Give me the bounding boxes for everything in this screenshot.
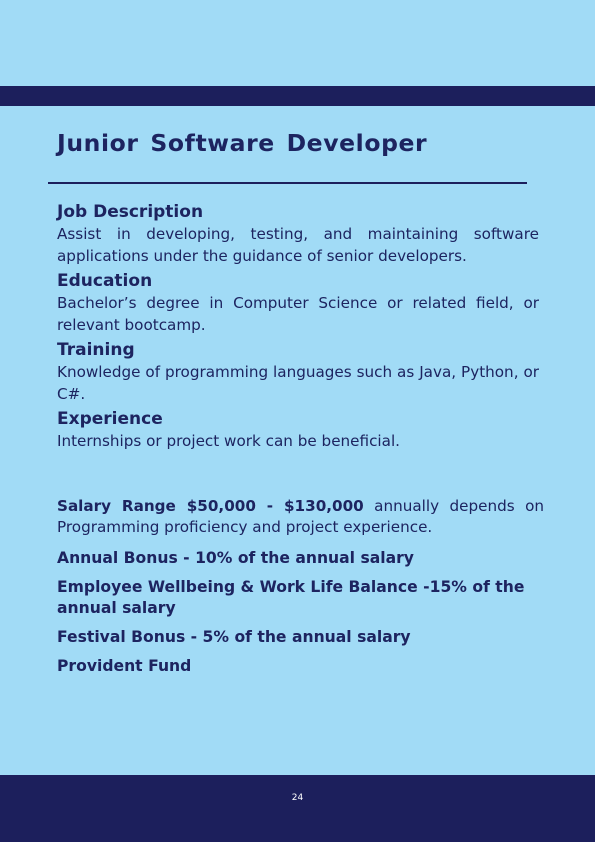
- benefit-wellbeing: Employee Wellbeing & Work Life Balance -15% of the annual salary: [57, 578, 525, 617]
- top-header-band: [0, 86, 595, 106]
- section-experience: [57, 408, 539, 452]
- section-body: Knowledge of programming languages such as Java, Python, or C#.: [57, 363, 539, 403]
- section-heading: Experience: [57, 409, 163, 429]
- section-education: [57, 270, 539, 336]
- salary-range-description: annually depends on Programming proficiency and project experience.: [57, 497, 545, 536]
- benefit-festival-bonus: Festival Bonus - 5% of the annual salary: [57, 628, 411, 646]
- section-body: Bachelor’s degree in Computer Science or related field, or relevant bootcamp.: [57, 294, 539, 334]
- section-body: Internships or project work can be beneficial.: [57, 432, 400, 450]
- section-job-description: [57, 201, 539, 267]
- section-heading: Education: [57, 271, 153, 291]
- page-title: Junior Software Developer: [57, 129, 428, 157]
- benefit-provident-fund: Provident Fund: [57, 657, 192, 675]
- benefit-annual-bonus: Annual Bonus - 10% of the annual salary: [57, 549, 414, 567]
- salary-range-label: Salary Range $50,000 - $130,000: [57, 497, 364, 515]
- section-heading: Training: [57, 340, 135, 360]
- salary-range: [57, 496, 544, 538]
- title-divider: [48, 182, 527, 184]
- compensation-block: [57, 496, 544, 685]
- section-training: [57, 339, 539, 405]
- section-body: Assist in developing, testing, and maintaining software applications under the guidance of senior developers.: [57, 225, 539, 265]
- section-heading: Job Description: [57, 202, 204, 222]
- footer-band: [0, 775, 595, 842]
- job-details: [57, 201, 539, 455]
- page-number: 24: [291, 793, 304, 803]
